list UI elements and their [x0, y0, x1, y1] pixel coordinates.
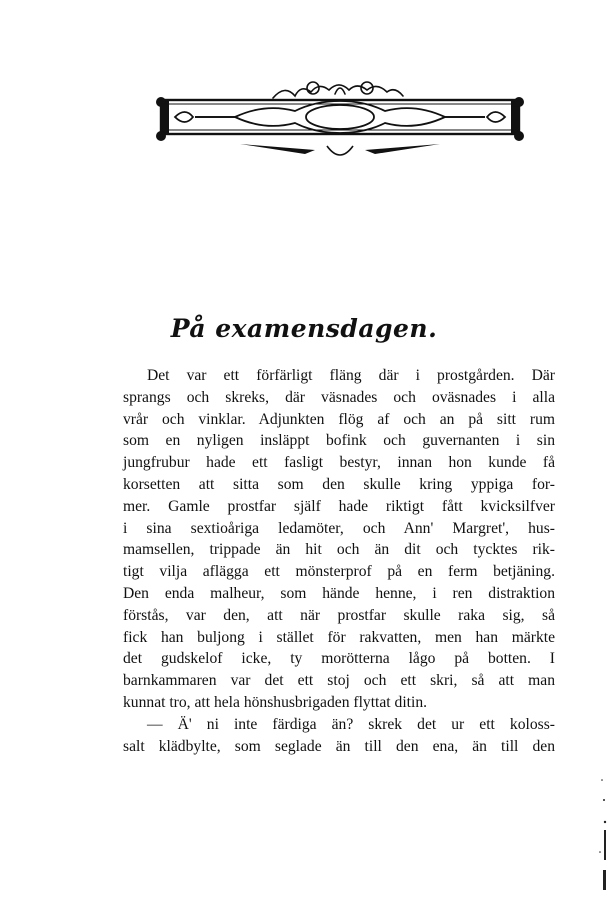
text-line: Det var ett förfärligt fläng där i prostgården. Där — [147, 367, 555, 384]
chapter-title: På examensdagen. — [170, 314, 438, 343]
text-line: mer. Gamle prostfar själf hade riktigt fått kvicksilfver — [123, 497, 555, 515]
text-line: sprangs och skreks, där väsnades och oväsnades i alla — [123, 388, 555, 406]
text-line: som en nyligen insläppt bofink och guvernanten i sin — [123, 432, 555, 450]
text-line: vrår och vinklar. Adjunkten flög af och an på sitt rum — [123, 410, 555, 428]
text-line: i sina sextioåriga ledamöter, och Ann' Margret', hus- — [123, 519, 555, 537]
text-line: mamsellen, trippade än hit och än dit och tycktes rik- — [123, 541, 555, 559]
text-line: korsetten att sitta som den skulle kring yppiga for- — [123, 475, 555, 493]
paragraph — [123, 714, 555, 758]
paragraph — [123, 365, 555, 714]
text-line: salt klädbylte, som seglade än till den ena, än till den — [123, 737, 555, 755]
decorative-header-ornament-icon — [155, 68, 525, 168]
text-line: — Ä' ni inte färdiga än? skrek det ur ett koloss- — [147, 715, 555, 733]
text-line: förstås, var den, att när prostfar skulle raka sig, så — [123, 606, 555, 624]
text-line: barnkammaren var det ett stoj och ett skri, så att man — [123, 672, 555, 690]
text-line: kunnat tro, att hela hönshusbrigaden flyttat ditin. — [123, 693, 428, 711]
text-line: Den enda malheur, som hände henne, i ren distraktion — [123, 584, 555, 602]
text-line: det gudskelof icke, ty morötterna lågo på botten. I — [123, 650, 555, 668]
text-line: fick han buljong i stället för rakvatten, men han märkte — [123, 628, 555, 646]
text-line: jungfrubur hade ett fasligt bestyr, innan hon kunde få — [123, 454, 555, 472]
text-line: tigt vilja aflägga ett mönsterprof på en ferm betjäning. — [123, 563, 555, 581]
body-text — [123, 365, 555, 757]
page-edge-specks — [588, 760, 608, 897]
